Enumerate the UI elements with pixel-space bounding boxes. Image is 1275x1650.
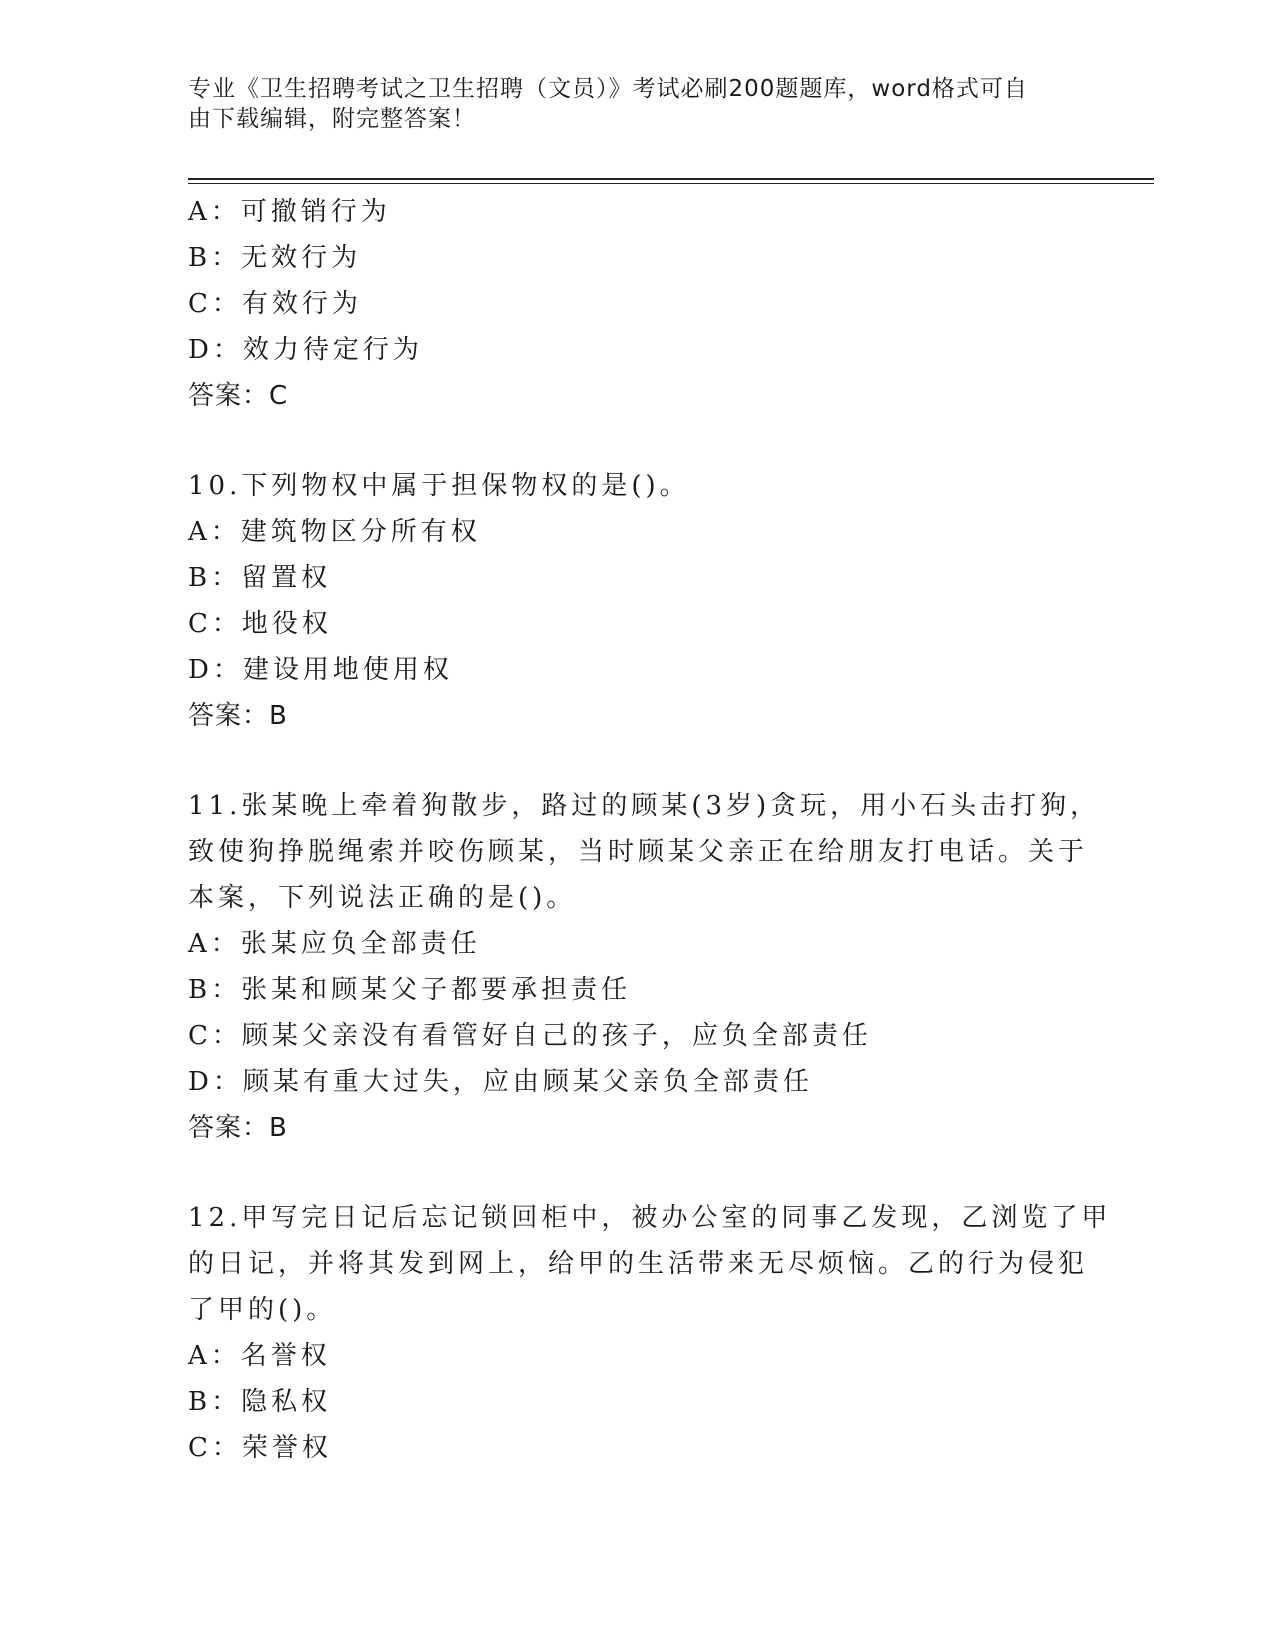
document-header: [188, 74, 1068, 134]
question-stem: 10.下列物权中属于担保物权的是()。: [188, 471, 690, 501]
question-stem-line: 本案，下列说法正确的是()。: [188, 883, 577, 913]
option-c: C：地役权: [188, 609, 332, 639]
option-a: A：张某应负全部责任: [188, 929, 481, 959]
option-d: D：顾某有重大过失，应由顾某父亲负全部责任: [188, 1067, 813, 1097]
option-b: B：隐私权: [188, 1387, 332, 1417]
question-10: [188, 463, 1088, 739]
question-stem-line: 的日记，并将其发到网上，给甲的生活带来无尽烦恼。乙的行为侵犯: [188, 1249, 1089, 1279]
question-list: [188, 189, 1112, 1471]
question-stem-line: 了甲的()。: [188, 1295, 337, 1325]
option-a: A：可撤销行为: [188, 197, 391, 227]
option-b: B：无效行为: [188, 243, 362, 273]
header-divider-thin: [188, 183, 1154, 184]
option-c: C：有效行为: [188, 289, 362, 319]
question-stem-line: 致使狗挣脱绳索并咬伤顾某，当时顾某父亲正在给朋友打电话。关于: [188, 837, 1089, 867]
answer: 答案：B: [188, 701, 288, 731]
spacer: [188, 419, 1088, 463]
option-a: A：名誉权: [188, 1341, 331, 1371]
header-line-2: 由下载编辑，附完整答案！: [188, 106, 476, 132]
option-c: C：荣誉权: [188, 1433, 332, 1463]
option-d: D：建设用地使用权: [188, 655, 453, 685]
option-a: A：建筑物区分所有权: [188, 517, 481, 547]
option-b: B：张某和顾某父子都要承担责任: [188, 975, 632, 1005]
answer: 答案：C: [188, 381, 289, 411]
header-divider-thick: [188, 178, 1154, 180]
question-12: [188, 1195, 1112, 1471]
spacer: [188, 739, 1088, 783]
question-stem-line: 12.甲写完日记后忘记锁回柜中，被办公室的同事乙发现，乙浏览了甲: [188, 1203, 1112, 1233]
question-11: [188, 783, 1101, 1151]
question-9: [188, 189, 1088, 419]
option-b: B：留置权: [188, 563, 332, 593]
option-d: D：效力待定行为: [188, 335, 423, 365]
answer: 答案：B: [188, 1113, 288, 1143]
spacer: [188, 1151, 1088, 1195]
question-stem-line: 11.张某晚上牵着狗散步，路过的顾某(3岁)贪玩，用小石头击打狗，: [188, 791, 1101, 821]
header-line-1: 专业《卫生招聘考试之卫生招聘（文员）》考试必刷200题题库，word格式可自: [188, 76, 1028, 102]
option-c: C：顾某父亲没有看管好自己的孩子，应负全部责任: [188, 1021, 872, 1051]
